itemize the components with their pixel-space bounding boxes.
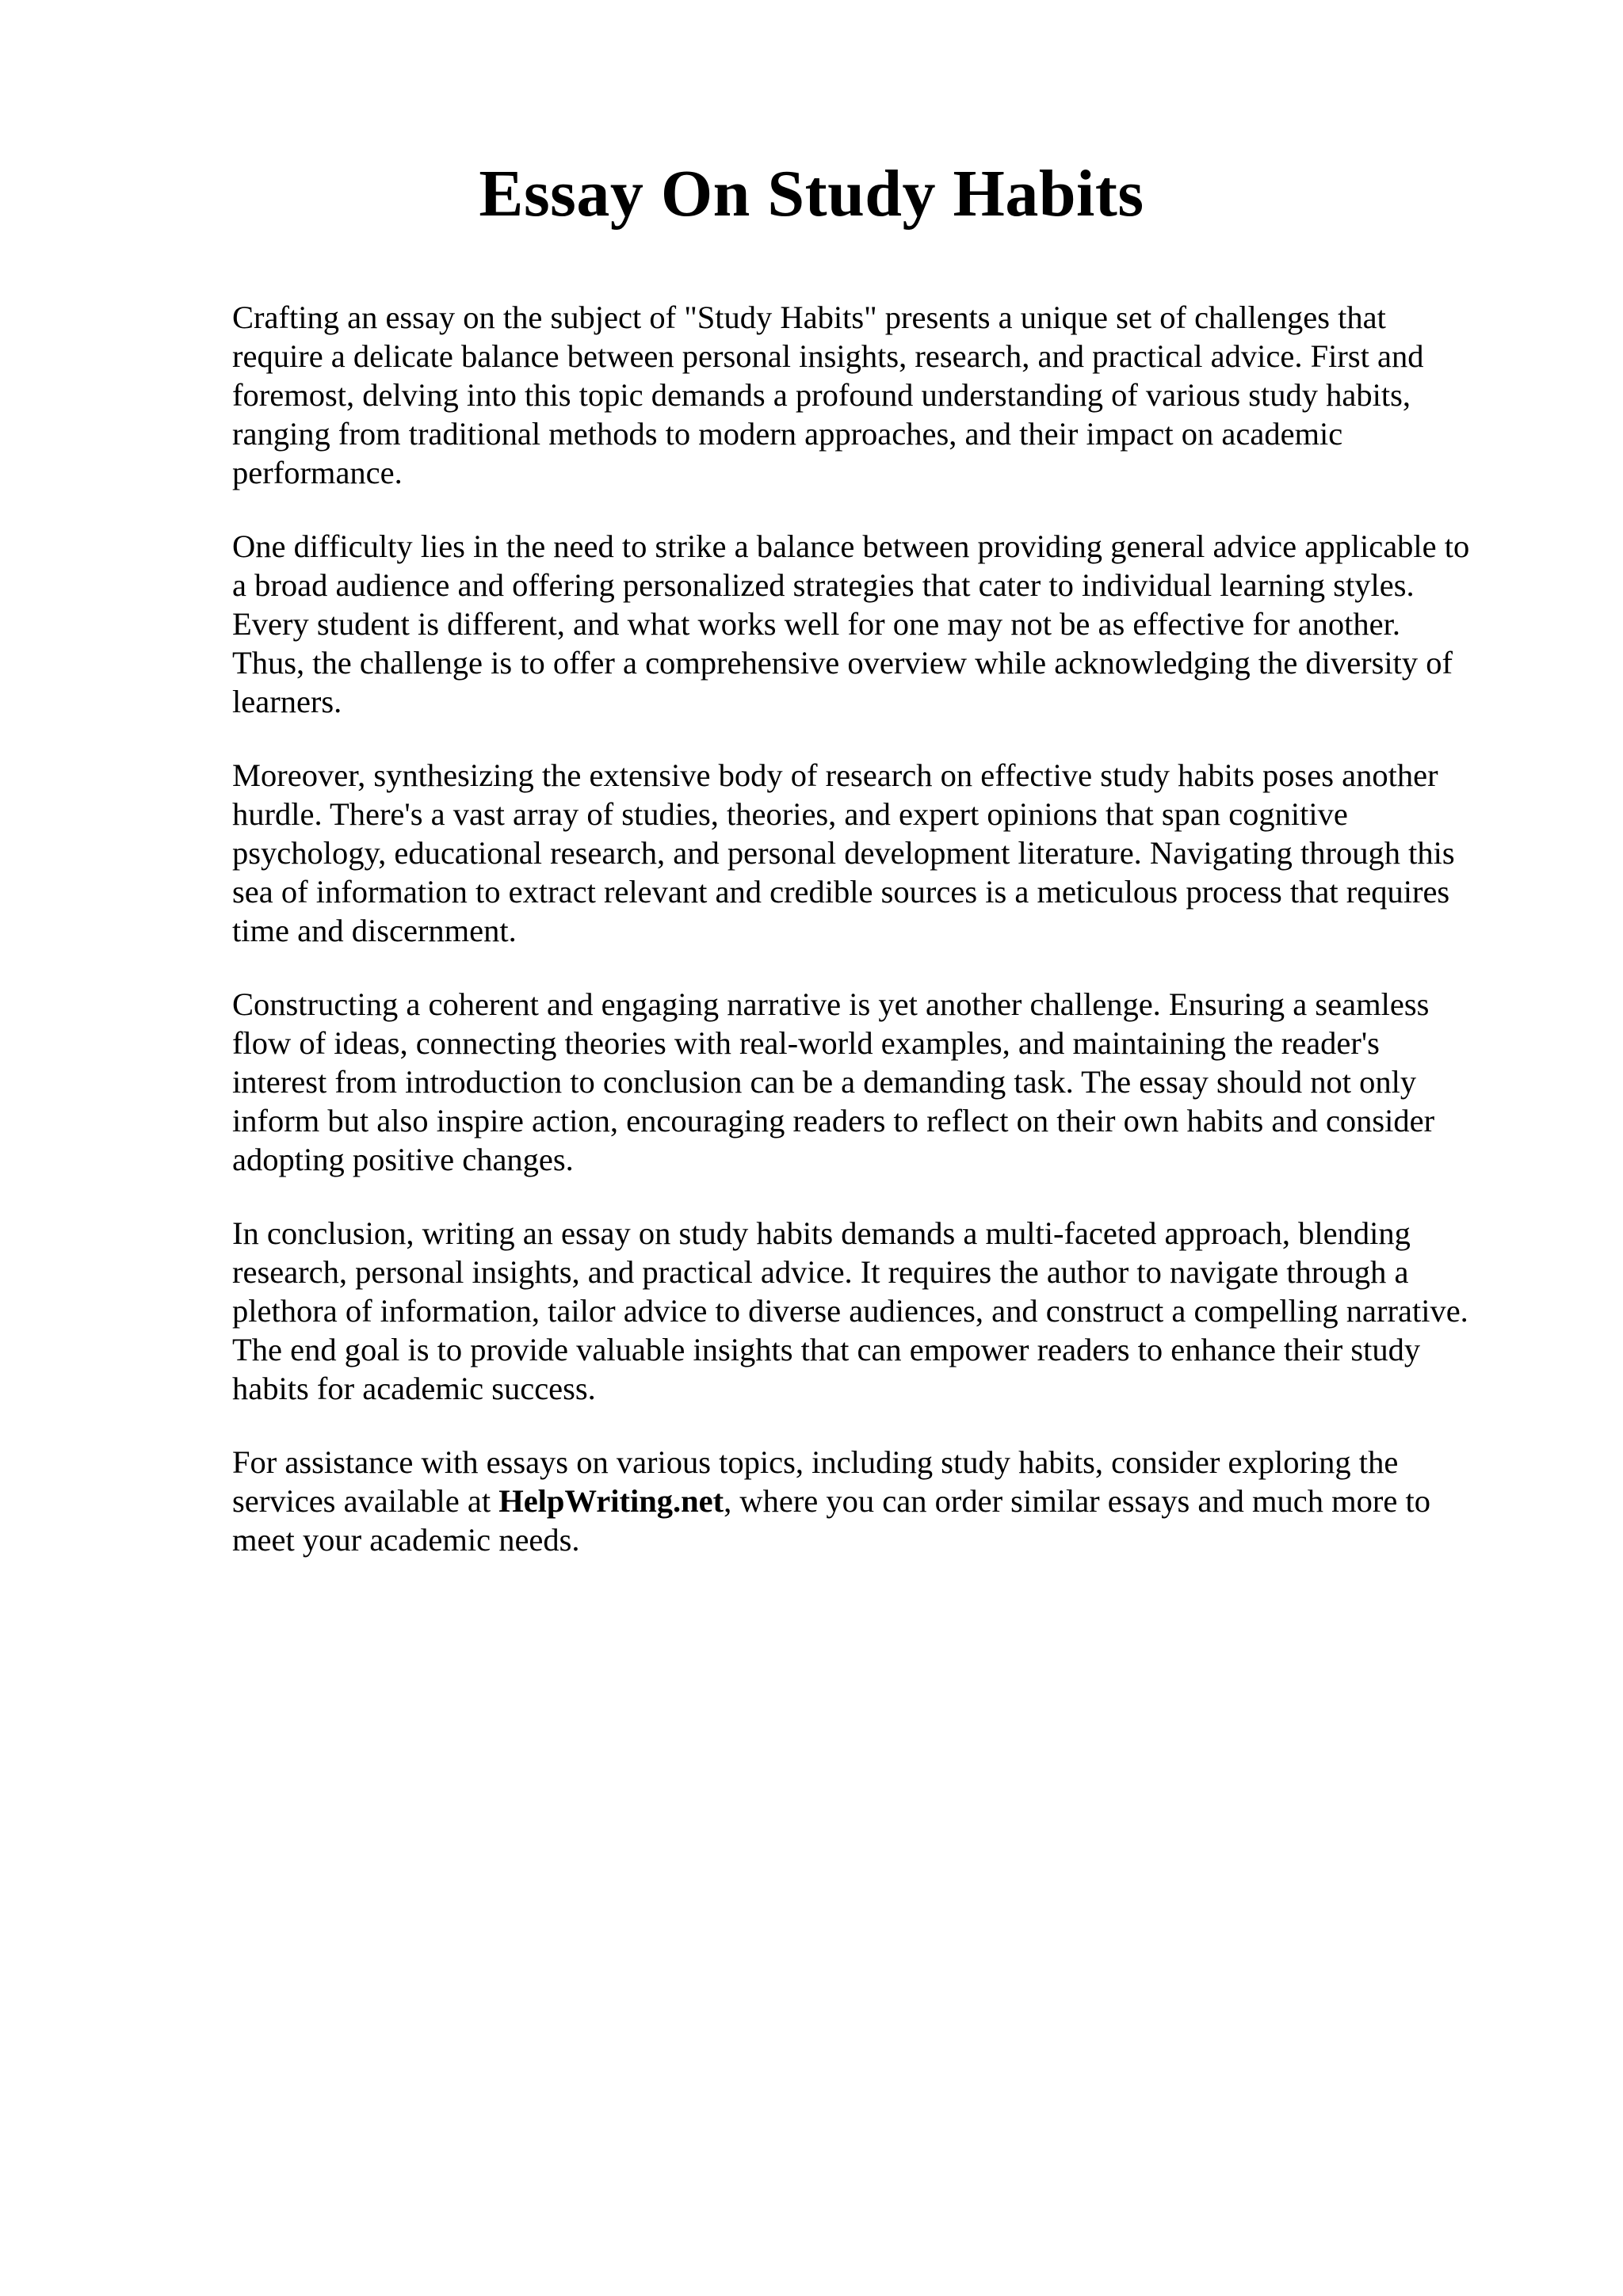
paragraph-line: For assistance with essays on various topics, including study habits, consider exploring the xyxy=(232,1444,1399,1480)
paragraph-5 xyxy=(232,1214,1504,1408)
paragraph-4 xyxy=(232,985,1504,1179)
essay-body xyxy=(232,298,1504,1594)
paragraph-line: In conclusion, writing an essay on study habits demands a multi-faceted approach, blending xyxy=(232,1215,1411,1251)
paragraph-line: a broad audience and offering personalized strategies that cater to individual learning styles. xyxy=(232,567,1415,603)
paragraph-line: habits for academic success. xyxy=(232,1371,596,1406)
paragraph-line: Crafting an essay on the subject of "Study Habits" presents a unique set of challenges that xyxy=(232,299,1386,335)
paragraph-line: Every student is different, and what works well for one may not be as effective for another. xyxy=(232,606,1401,642)
paragraph-1 xyxy=(232,298,1504,492)
paragraph-line: Constructing a coherent and engaging narrative is yet another challenge. Ensuring a seamless xyxy=(232,986,1430,1022)
paragraph-line: The end goal is to provide valuable insights that can empower readers to enhance their study xyxy=(232,1332,1421,1367)
page-title: Essay On Study Habits xyxy=(479,157,1144,231)
paragraph-line: psychology, educational research, and personal development literature. Navigating through this xyxy=(232,835,1455,871)
closing-text-before: services available at xyxy=(232,1483,499,1519)
paragraph-line: require a delicate balance between personal insights, research, and practical advice. First and xyxy=(232,338,1424,374)
paragraph-line: ranging from traditional methods to modern approaches, and their impact on academic xyxy=(232,416,1343,452)
paragraph-line xyxy=(232,1482,1504,1520)
paragraph-line: sea of information to extract relevant and credible sources is a meticulous process that requires xyxy=(232,874,1450,910)
paragraph-line: time and discernment. xyxy=(232,913,517,948)
paragraph-line: foremost, delving into this topic demands a profound understanding of various study habits, xyxy=(232,377,1411,413)
paragraph-3 xyxy=(232,756,1504,950)
paragraph-line: performance. xyxy=(232,455,403,490)
paragraph-line: plethora of information, tailor advice to diverse audiences, and construct a compelling narrative. xyxy=(232,1293,1468,1329)
paragraph-2 xyxy=(232,527,1504,721)
paragraph-line: Thus, the challenge is to offer a comprehensive overview while acknowledging the diversity of xyxy=(232,645,1453,681)
paragraph-line: flow of ideas, connecting theories with real-world examples, and maintaining the reader's xyxy=(232,1025,1380,1061)
paragraph-line: One difficulty lies in the need to strike a balance between providing general advice applicable to xyxy=(232,528,1470,564)
paragraph-line: research, personal insights, and practical advice. It requires the author to navigate through a xyxy=(232,1254,1409,1290)
brand-link[interactable]: HelpWriting.net xyxy=(498,1483,724,1519)
paragraph-line: inform but also inspire action, encouraging readers to reflect on their own habits and consider xyxy=(232,1103,1435,1138)
paragraph-line: meet your academic needs. xyxy=(232,1522,580,1558)
paragraph-line: interest from introduction to conclusion can be a demanding task. The essay should not only xyxy=(232,1064,1417,1100)
paragraph-line: adopting positive changes. xyxy=(232,1142,574,1177)
paragraph-line: Moreover, synthesizing the extensive body of research on effective study habits poses another xyxy=(232,757,1438,793)
paragraph-line: learners. xyxy=(232,684,342,719)
paragraph-line: hurdle. There's a vast array of studies, theories, and expert opinions that span cognitive xyxy=(232,796,1348,832)
closing-paragraph xyxy=(232,1443,1504,1559)
closing-text-after: , where you can order similar essays and much more to xyxy=(724,1483,1430,1519)
